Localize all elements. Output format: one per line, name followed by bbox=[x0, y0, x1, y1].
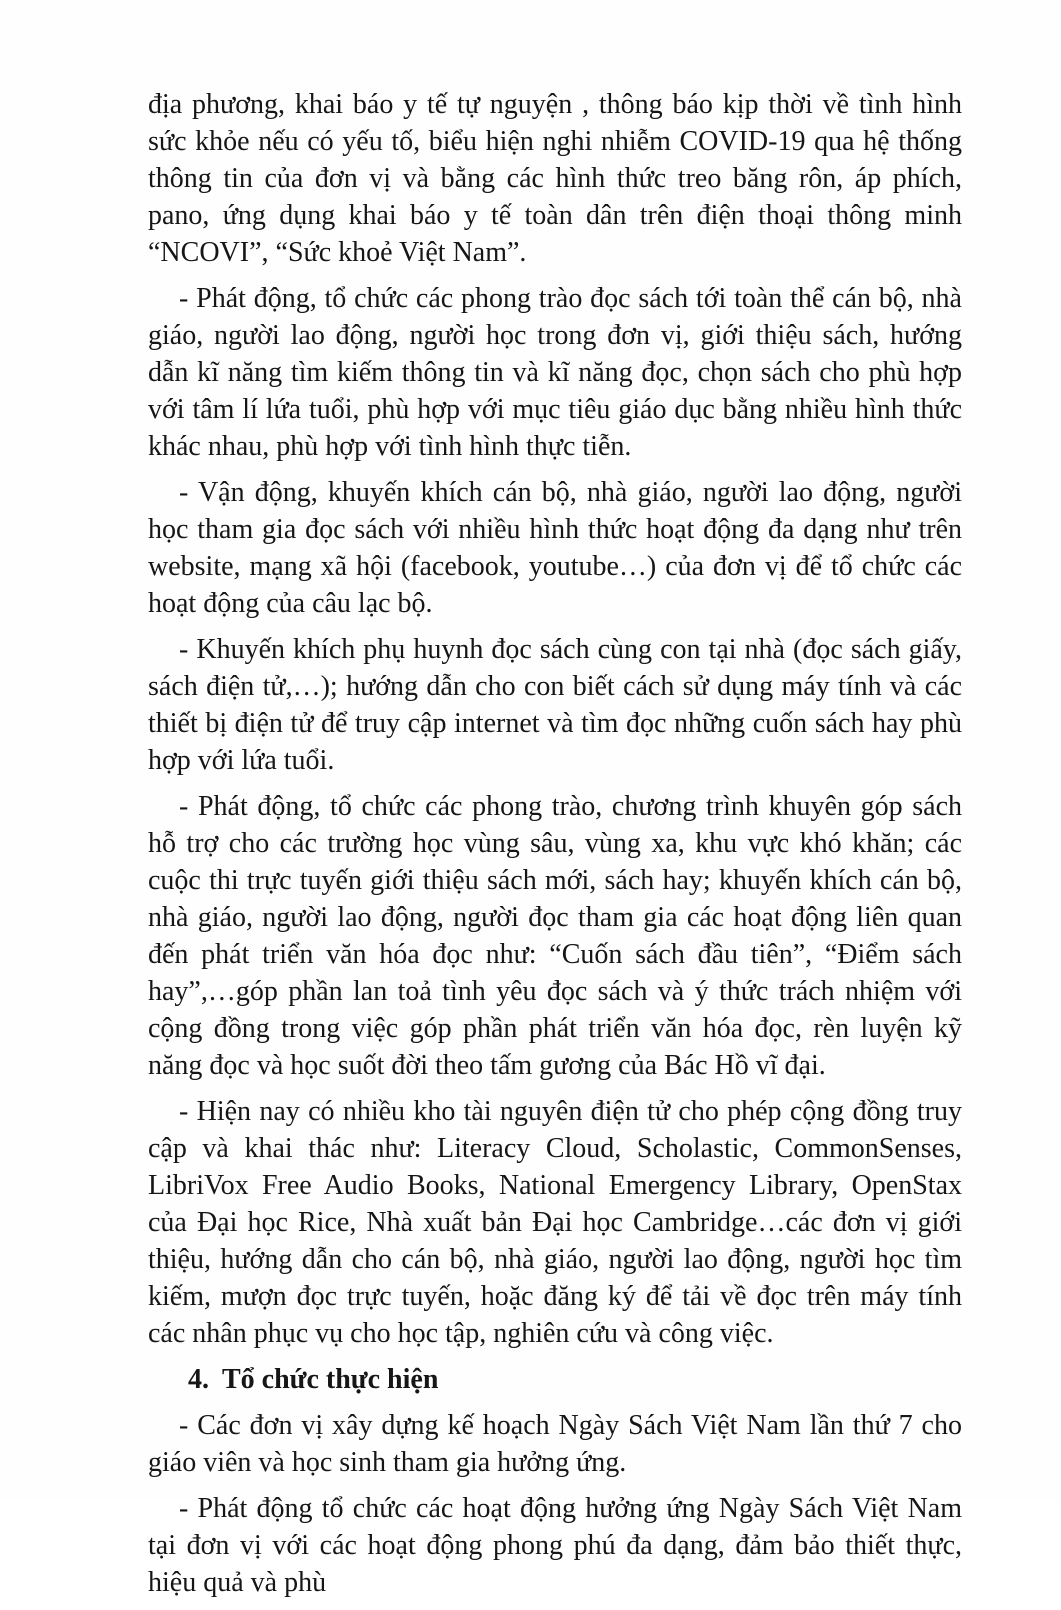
section-heading-number: 4. bbox=[188, 1364, 209, 1395]
body-paragraph: - Hiện nay có nhiều kho tài nguyên điện tử cho phép cộng đồng truy cập và khai thác như: Literacy Cloud, Scholastic, CommonSenses, LibriVox Free Audio Books, National Emergency Library, OpenStax của Đại học Rice, Nhà xuất bản Đại học Cambridge…các đơn vị giới thiệu, hướng dẫn cho cán bộ, nhà giáo, người lao động, người học tìm kiếm, mượn đọc trực tuyến, hoặc đăng ký để tải về đọc trên máy tính các nhân phục vụ cho học tập, nghiên cứu và công việc. bbox=[148, 1096, 962, 1349]
body-paragraph: - Vận động, khuyến khích cán bộ, nhà giáo, người lao động, người học tham gia đọc sách với nhiều hình thức hoạt động đa dạng như trên website, mạng xã hội (facebook, youtube…) của đơn vị để tổ chức các hoạt động của câu lạc bộ. bbox=[148, 477, 962, 619]
body-paragraph: - Phát động, tổ chức các phong trào, chương trình khuyên góp sách hỗ trợ cho các trường học vùng sâu, vùng xa, khu vực khó khăn; các cuộc thi trực tuyến giới thiệu sách mới, sách hay; khuyến khích cán bộ, nhà giáo, người lao động, người đọc tham gia các hoạt động liên quan đến phát triển văn hóa đọc như: “Cuốn sách đầu tiên”, “Điểm sách hay”,…góp phần lan toả tình yêu đọc sách và ý thức trách nhiệm với cộng đồng trong việc góp phần phát triển văn hóa đọc, rèn luyện kỹ năng đọc và học suốt đời theo tấm gương của Bác Hồ vĩ đại. bbox=[148, 791, 962, 1081]
body-paragraph: - Khuyến khích phụ huynh đọc sách cùng con tại nhà (đọc sách giấy, sách điện tử,…); hướng dẫn cho con biết cách sử dụng máy tính và các thiết bị điện tử để truy cập internet và tìm đọc những cuốn sách hay phù hợp với lứa tuổi. bbox=[148, 634, 962, 776]
continuation-paragraph: địa phương, khai báo y tế tự nguyện , thông báo kịp thời về tình hình sức khỏe nếu có yếu tố, biểu hiện nghi nhiễm COVID-19 qua hệ thống thông tin của đơn vị và bằng các hình thức treo băng rôn, áp phích, pano, ứng dụng khai báo y tế toàn dân trên điện thoại thông minh “NCOVI”, “Sức khoẻ Việt Nam”. bbox=[148, 89, 962, 268]
document-text-block bbox=[148, 86, 962, 1610]
body-paragraph: - Các đơn vị xây dựng kế hoạch Ngày Sách Việt Nam lần thứ 7 cho giáo viên và học sinh tham gia hưởng ứng. bbox=[148, 1410, 962, 1478]
section-heading-title: Tổ chức thực hiện bbox=[222, 1364, 439, 1395]
section-heading bbox=[148, 1361, 962, 1398]
body-paragraph: - Phát động tổ chức các hoạt động hưởng ứng Ngày Sách Việt Nam tại đơn vị với các hoạt động phong phú đa dạng, đảm bảo thiết thực, hiệu quả và phù bbox=[148, 1493, 962, 1598]
body-paragraph: - Phát động, tổ chức các phong trào đọc sách tới toàn thể cán bộ, nhà giáo, người lao động, người học trong đơn vị, giới thiệu sách, hướng dẫn kĩ năng tìm kiếm thông tin và kĩ năng đọc, chọn sách cho phù hợp với tâm lí lứa tuổi, phù hợp với mục tiêu giáo dục bằng nhiều hình thức khác nhau, phù hợp với tình hình thực tiễn. bbox=[148, 283, 962, 462]
